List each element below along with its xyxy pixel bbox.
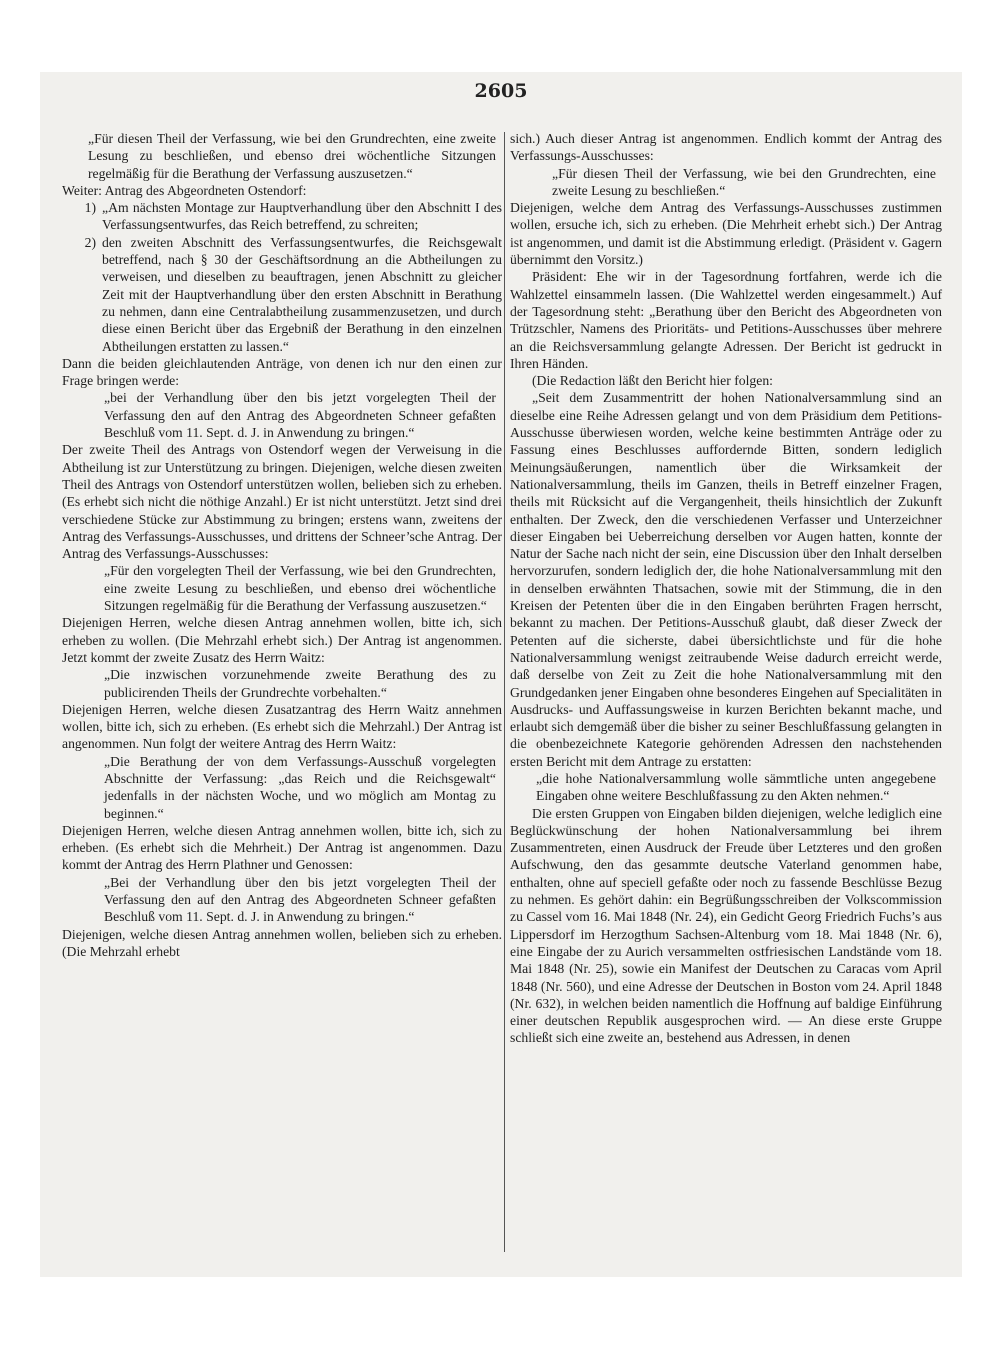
- quote: „bei der Verhandlung über den bis jetzt vorgelegten Theil der Verfassung den auf den Antrag des Abgeordneten Schneer gefaßten Beschluß vom 11. Sept. d. J. in Anwendung zu bringen.“: [104, 390, 496, 441]
- paragraph: Diejenigen Herren, welche diesen Antrag annehmen wollen, bitte ich, sich erheben zu wollen. (Die Mehrzahl erhebt sich.) Der Antrag ist angenommen. Jetzt kommt der zweite Zusatz des Herrn Waitz:: [62, 615, 502, 665]
- paragraph: Der zweite Theil des Antrags von Ostendorf wegen der Verweisung in die Abtheilung ist zur Unterstützung zu bringen. Diejenigen, welche diesen zweiten Theil des Antrags von Ostendorf unterstützen wollen, belieben sich zu erheben. (Es erhebt sich nicht die nöthige Anzahl.) Er ist nicht unterstützt. Jetzt sind drei verschiedene Stücke zur Abstimmung zu bringen; erstens wann, zweitens der Antrag des Verfassungs-Ausschusses, und drittens der Schneer’sche Antrag. Der Antrag des Verfassungs-Ausschusses:: [62, 442, 502, 562]
- paragraph-bericht: „Seit dem Zusammentritt der hohen Nationalversammlung sind an dieselbe eine Reihe Adressen gelangt und von dem Präsidium dem Petitions-Ausschusse überwiesen worden, welche keine bestimmten Anträge oder zu Fassung eines Beschlusses auffordernde Bitten, sondern lediglich Meinungsäußerungen, namentlich über die Wirksamkeit der Nationalversammlung, theils im Ganzen, theils in Betreff einzelner Fragen, theils mit Rücksicht auf die Vergangenheit, theils hinsichtlich der Zukunft enthalten. Der Zweck, den die verschiedenen Verfasser und Unterzeichner dieser Eingaben bei Ueberreichung derselben vor Augen hatten, konnte der Natur der Sache nach nicht der sein, eine Discussion über den Inhalt derselben hervorzurufen, sondern lediglich der, die hohe Nationalversammlung mit den in denselben erwähnten Thatsachen, sowie mit der Stimmung, die in den Kreisen der Petenten über die in den Eingaben berührten Fragen herrscht, bekannt zu machen. Der Petitions-Ausschuß glaubt, daß dieser Zweck der Petenten auf die sicherste, dabei übersichtlichste und für die hohe Nationalversammlung wenigst zeitraubende Weise dadurch erreicht werde, daß derselbe von Zeit zu Zeit die hohe Nationalversammlung mit den Grundgedanken jener Eingaben ohne besonderes Eingehen auf Specialitäten in Ausdrucks- und Auffassungsweise in kurzen Berichten bekannt mache, und erlaubt sich demgemäß über die bisher zu seiner Beschlußfassung gelangten in die obenbezeichnete Kategorie gehörenden Adressen den nachstehenden ersten Bericht mit dem Antrage zu erstatten:: [510, 390, 942, 769]
- list-item: [62, 234, 502, 355]
- list-item: [62, 199, 502, 234]
- paragraph: sich.) Auch dieser Antrag ist angenommen. Endlich kommt der Antrag des Verfassungs-Ausschusses:: [510, 131, 942, 164]
- quote: „Die Berathung der von dem Verfassungs-Ausschuß vorgelegten Abschnitte der Verfassung: „das Reich und die Reichsgewalt“ jedenfalls in der nächsten Woche, und wo möglich am Montag zu beginnen.“: [104, 753, 496, 821]
- list-item-number: 2): [84, 234, 96, 250]
- paragraph-gruppen: Die ersten Gruppen von Eingaben bilden diejenigen, welche lediglich eine Beglückwünschung der hohen Nationalversammlung bei ihrem Zusammentreten, einen Ausdruck der Freude über Letzteres und den großen Aufschwung, den das gesammte deutsche Vaterland genommen habe, enthalten, ohne auf speciell gefaßte oder noch zu fassende Beschlüsse Bezug zu nehmen. Es gehört dahin: ein Begrüßungsschreiben der Volkscommission zu Cassel vom 16. Mai 1848 (Nr. 24), ein Gedicht Georg Friedrich Fuchs’s aus Lippersdorf im Herzogthum Sachsen-Altenburg vom 18. Mai 1848 (Nr. 6), eine Eingabe der zu Aurich versammelten ostfriesischen Landstände vom 18. Mai 1848 (Nr. 25), sowie ein Manifest der Deutschen zu Caracas vom April 1848 (Nr. 560), und eine Adresse der Deutschen in Boston vom 24. April 1848 (Nr. 632), in welchen beiden namentlich die Hoffnung auf baldige Einführung einer deutschen Republik ausgesprochen wird. — An diese erste Gruppe schließt sich eine zweite an, bestehend aus Adressen, in denen: [510, 805, 942, 1046]
- right-column: [510, 130, 942, 1047]
- left-column: [62, 130, 502, 960]
- quote-verfassungs-ausschuss: „Für diesen Theil der Verfassung, wie bei den Grundrechten, eine zweite Lesung zu beschließen, und ebenso drei wöchentliche Sitzungen regelmäßig für die Berathung der Verfassung auszusetzen.“: [88, 131, 496, 181]
- paragraph: Diejenigen, welche dem Antrag des Verfassungs-Ausschusses zustimmen wollen, ersuche ich, sich zu erheben. (Die Mehrheit erhebt sich.) Der Antrag ist angenommen, und damit ist die Abstimmung erledigt. (Präsident v. Gagern übernimmt den Vorsitz.): [510, 200, 942, 268]
- column-divider: [504, 132, 505, 1252]
- paragraph-redaction-note: (Die Redaction läßt den Bericht hier folgen:: [532, 373, 773, 389]
- paragraph: Dann die beiden gleichlautenden Anträge, von denen ich nur den einen zur Frage bringen werde:: [62, 355, 502, 389]
- paragraph: Diejenigen Herren, welche diesen Antrag annehmen wollen, bitte ich, sich zu erheben. (Es erhebt sich die Mehrheit.) Der Antrag ist angenommen. Dazu kommt der Antrag des Herrn Plathner und Genossen:: [62, 822, 502, 873]
- paragraph: Diejenigen, welche diesen Antrag annehmen wollen, belieben sich zu erheben. (Die Mehrzahl erhebt: [62, 926, 502, 959]
- paragraph-praesident: Präsident: Ehe wir in der Tagesordnung fortfahren, werde ich die Wahlzettel einsammeln lassen. (Die Wahlzettel werden eingesammelt.) Auf der Tagesordnung steht: „Berathung über den Bericht des Abgeordneten von Trützschler, Namens des Prioritäts- und Petitions-Ausschusses über mehrere an die Reichsversammlung gelangte Adressen. Der Bericht ist gedruckt in Ihren Händen.: [510, 269, 942, 371]
- paragraph: Diejenigen Herren, welche diesen Zusatzantrag des Herrn Waitz annehmen wollen, bitte ich, sich zu erheben. (Es erhebt sich die Mehrzahl.) Der Antrag ist angenommen. Nun folgt der weitere Antrag des Herrn Waitz:: [62, 701, 502, 752]
- quote: „Für den vorgelegten Theil der Verfassung, wie bei den Grundrechten, eine zweite Lesung zu beschließen, und ebenso drei wöchentliche Sitzungen regelmäßig für die Berathung der Verfassung auszusetzen.“: [104, 563, 496, 614]
- quote: „Bei der Verhandlung über den bis jetzt vorgelegten Theil der Verfassung den auf den Antrag des Abgeordneten Schneer gefaßten Beschluß vom 11. Sept. d. J. in Anwendung zu bringen.“: [104, 874, 496, 925]
- quote-antrag: „die hohe Nationalversammlung wolle sämmtliche unten angegebene Eingaben ohne weitere Beschlußfassung zu den Akten nehmen.“: [536, 770, 936, 804]
- list-item-number: 1): [84, 200, 96, 216]
- scanned-page: [40, 72, 962, 1277]
- paragraph-ostendorf-intro: Weiter: Antrag des Abgeordneten Ostendorf:: [62, 182, 307, 198]
- list-item-text: den zweiten Abschnitt des Verfassungsentwurfes, die Reichsgewalt betreffend, nach § 30 der Geschäftsordnung an die Abtheilungen zu verweisen, und dieselben zu beauftragen, jenen Abschnitt zu gleicher Zeit mit der Hauptverhandlung über den ersten Abschnitt in Berathung zu nehmen, dann eine Centralabtheilung zusammenzusetzen, und durch diese einen Bericht über das Ergebniß der Berathung in den einzelnen Abtheilungen erstatten zu lassen.“: [102, 234, 502, 354]
- quote: „Die inzwischen vorzunehmende zweite Berathung des zu publicirenden Theils der Grundrechte vorbehalten.“: [104, 667, 496, 700]
- page-number: 2605: [474, 80, 528, 102]
- list-item-text: „Am nächsten Montage zur Hauptverhandlung über den Abschnitt I des Verfassungsentwurfes, das Reich betreffend, zu schreiten;: [102, 200, 502, 233]
- quote: „Für diesen Theil der Verfassung, wie bei den Grundrechten, eine zweite Lesung zu beschließen.“: [552, 165, 936, 198]
